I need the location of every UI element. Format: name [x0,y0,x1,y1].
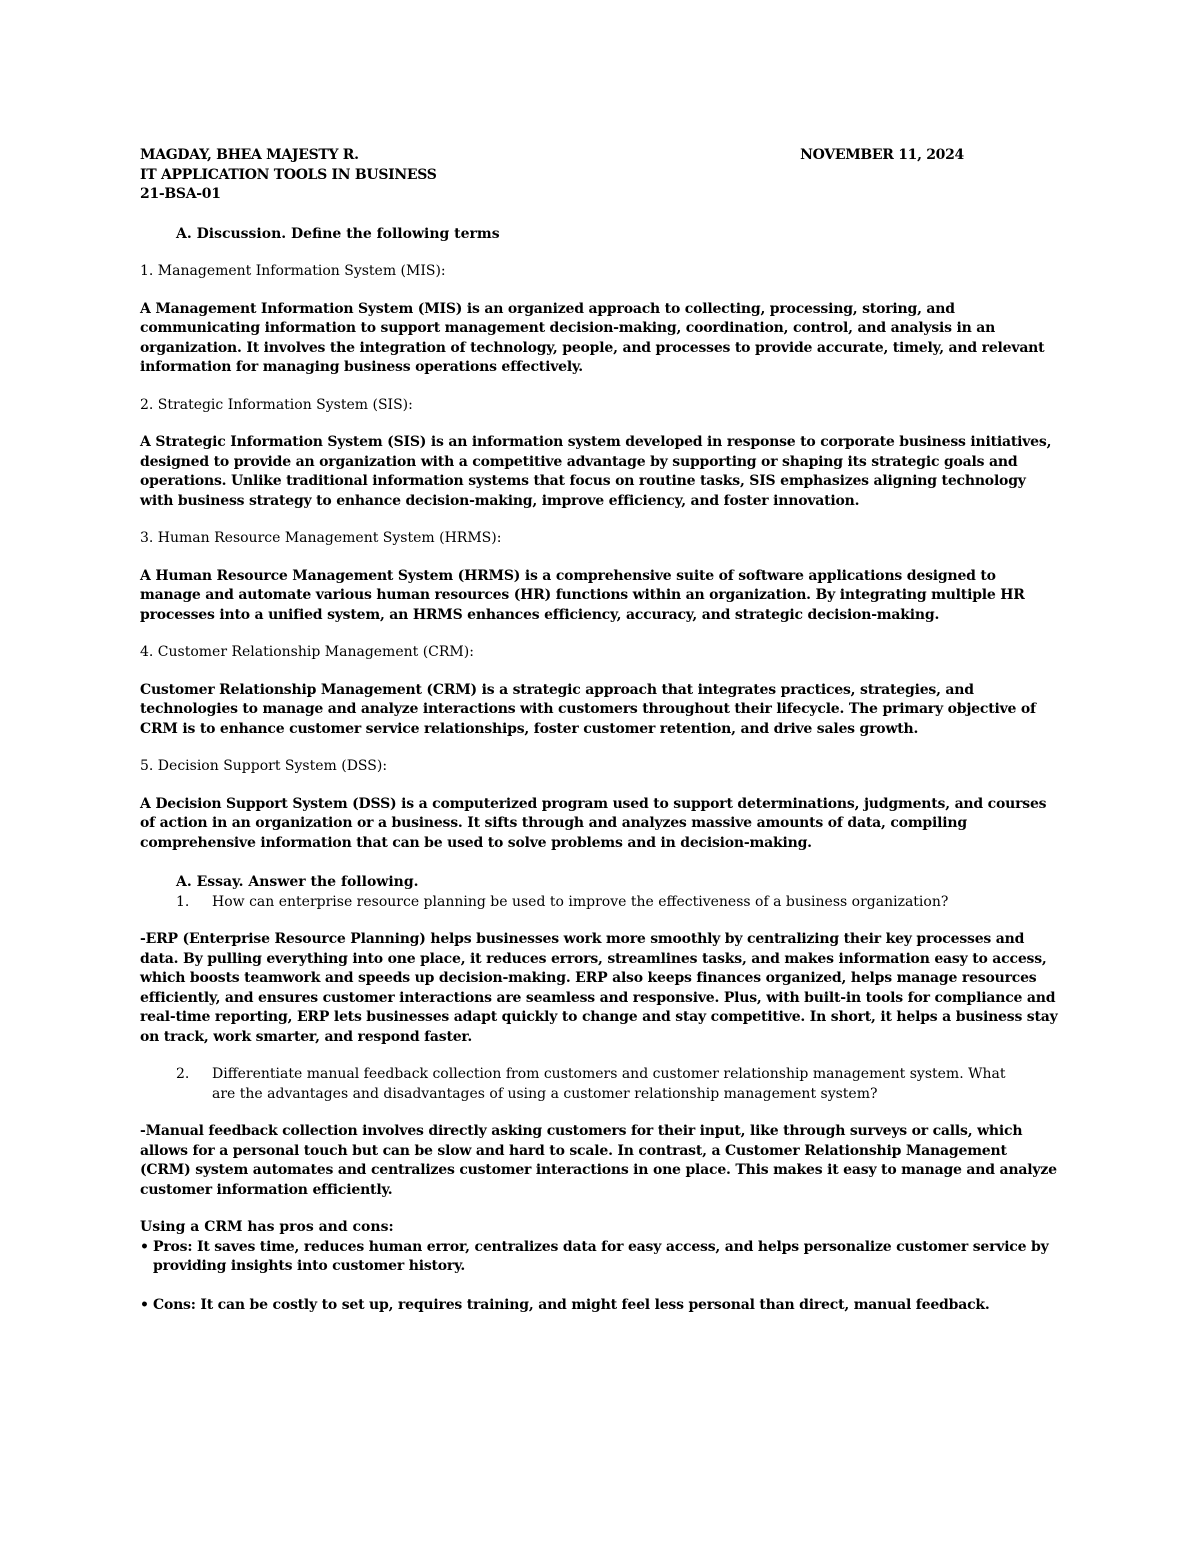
list-item-pros [140,1238,1060,1277]
pros-cons-heading: Using a CRM has pros and cons: [140,1219,394,1235]
essay-heading: A. Essay. Answer the following. [176,874,419,890]
list-item-cons [140,1296,1060,1316]
pros-text: Pros: It saves time, reduces human error, centralizes data for easy access, and helps personalize customer service by providing insights into customer history. [153,1238,1049,1274]
course-title: IT APPLICATION TOOLS IN BUSINESS [140,166,437,183]
student-name: MAGDAY, BHEA MAJESTY R. [140,147,359,163]
term-title-mis: 1. Management Information System (MIS): [140,263,446,279]
document-date: NOVEMBER 11, 2024 [800,147,964,163]
question-text: How can enterprise resource planning be used to improve the effectiveness of a business organization? [212,893,949,910]
term-title-dss: 5. Decision Support System (DSS): [140,758,388,774]
term-definition-dss: A Decision Support System (DSS) is a computerized program used to support determinations, judgments, and courses of action in an organization or a business. It sifts through and analyzes massive amounts of data, compiling comprehensive information that can be used to solve problems and in decision-making. [140,795,1047,851]
term-title-hrms: 3. Human Resource Management System (HRMS): [140,530,502,546]
bullet-icon: • [140,1238,149,1255]
document-header [140,146,1060,205]
question-number: 1. [176,893,190,910]
essay-answer-1: -ERP (Enterprise Resource Planning) helps businesses work more smoothly by centralizing their key processes and data. By pulling everything into one place, it reduces errors, streamlines tasks, and makes information easy to access, which boosts teamwork and speeds up decision-making. ERP also keeps finances organized, helps manage resources efficiently, and ensures customer interactions are seamless and responsive. Plus, with built-in tools for compliance and real-time reporting, ERP lets businesses adapt quickly to change and stay competitive. In short, it helps a business stay on track, work smarter, and respond faster. [140,931,1058,1045]
essay-answer-2: -Manual feedback collection involves directly asking customers for their input, like through surveys or calls, which allows for a personal touch but can be slow and hard to scale. In contrast, a Customer Relationship Management (CRM) system automates and centralizes customer interactions in one place. This makes it easy to manage and analyze customer information efficiently. [140,1123,1057,1198]
term-definition-sis: A Strategic Information System (SIS) is an information system developed in response to corporate business initiatives, designed to provide an organization with a competitive advantage by supporting or shaping its strategic goals and operations. Unlike traditional information systems that focus on routine tasks, SIS emphasizes aligning technology with business strategy to enhance decision-making, improve efficiency, and foster innovation. [140,434,1052,509]
term-definition-hrms: A Human Resource Management System (HRMS) is a comprehensive suite of software applications designed to manage and automate various human resources (HR) functions within an organization. By integrating multiple HR processes into a unified system, an HRMS enhances efficiency, accuracy, and strategic decision-making. [140,567,1025,623]
essay-question-2 [140,1065,1060,1104]
discussion-heading: A. Discussion. Define the following terms [176,225,500,242]
bullet-icon: • [140,1296,149,1313]
question-text: Differentiate manual feedback collection from customers and customer relationship management system. What are the advantages and disadvantages of using a customer relationship management system? [212,1066,1006,1102]
term-title-crm: 4. Customer Relationship Management (CRM): [140,644,474,660]
essay-question-1 [140,893,1060,913]
question-number: 2. [176,1066,190,1082]
class-section: 21-BSA-01 [140,186,221,202]
document-page [140,146,1060,1315]
term-title-sis: 2. Strategic Information System (SIS): [140,396,413,413]
cons-text: Cons: It can be costly to set up, requires training, and might feel less personal than direct, manual feedback. [153,1296,990,1313]
term-definition-crm: Customer Relationship Management (CRM) is a strategic approach that integrates practices, strategies, and technologies to manage and analyze interactions with customers throughout their lifecycle. The primary objective of CRM is to enhance customer service relationships, foster customer retention, and drive sales growth. [140,681,1036,737]
term-definition-mis: A Management Information System (MIS) is an organized approach to collecting, processing, storing, and communicating information to support management decision-making, coordination, control, and analysis in an organization. It involves the integration of technology, people, and processes to provide accurate, timely, and relevant information for managing business operations effectively. [140,300,1045,375]
